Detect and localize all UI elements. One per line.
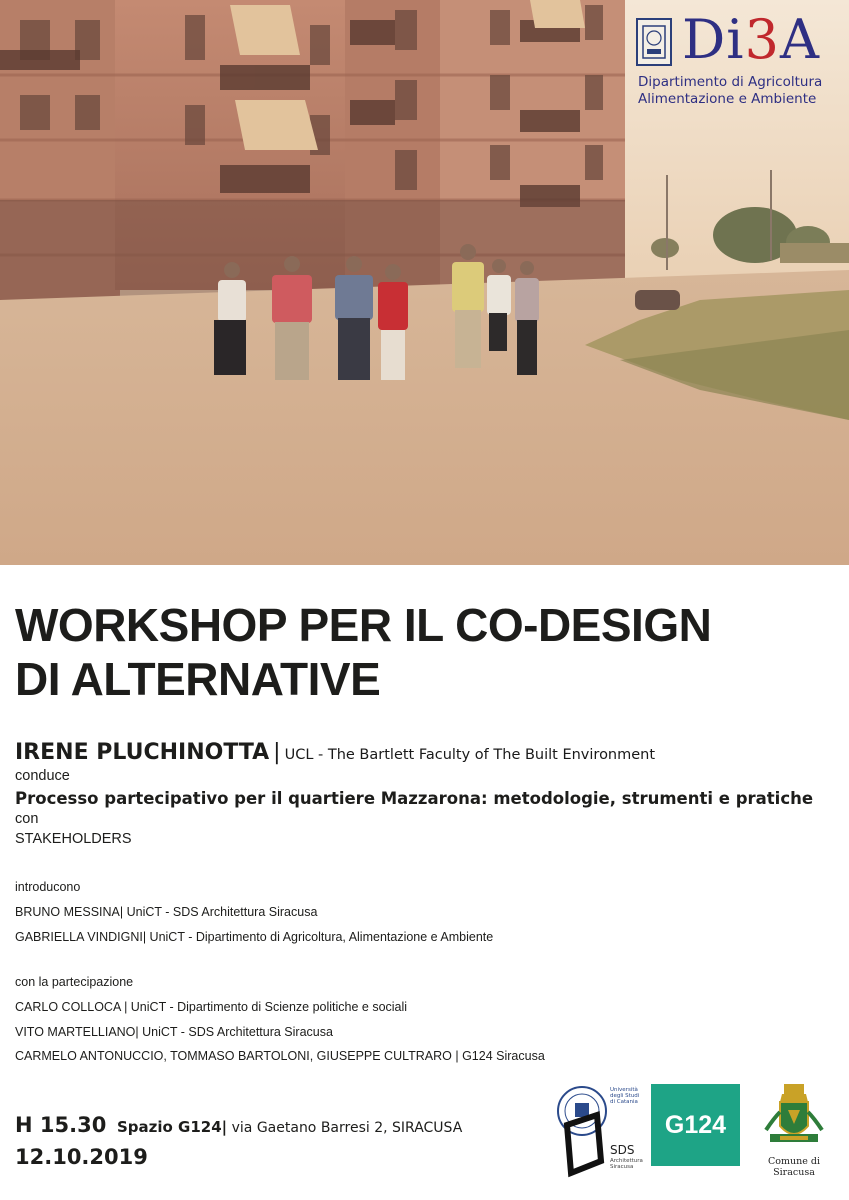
- introducono-label: introducono: [15, 880, 81, 894]
- venue-address: via Gaetano Barresi 2, SIRACUSA: [231, 1120, 463, 1136]
- speaker-name: IRENE PLUCHINOTTA: [15, 740, 270, 765]
- speaker-separator: |: [273, 740, 281, 765]
- sds-university-text: Università degli Studi di Catania: [610, 1087, 640, 1105]
- list-item: VITO MARTELLIANO| UniCT - SDS Architettura Siracusa: [15, 1025, 333, 1039]
- con-label: con: [15, 811, 39, 827]
- event-venue: [117, 1118, 462, 1136]
- event-date: 12.10.2019: [15, 1145, 148, 1169]
- speaker-affiliation: UCL - The Bartlett Faculty of The Built Environment: [284, 747, 656, 763]
- workshop-title: [15, 598, 835, 706]
- list-item: GABRIELLA VINDIGNI| UniCT - Dipartimento di Agricoltura, Alimentazione e Ambiente: [15, 930, 494, 944]
- process-title: Processo partecipativo per il quartiere Mazzarona: metodologie, strumenti e pratiche: [15, 789, 814, 808]
- title-line-1: WORKSHOP PER IL CO-DESIGN: [15, 599, 712, 651]
- diba-wordmark: Di3A: [682, 8, 820, 71]
- sds-logo: [555, 1085, 641, 1181]
- sds-subtitle: Architettura Siracusa: [610, 1158, 643, 1170]
- event-time: H 15.30: [15, 1113, 107, 1137]
- stakeholders-label: STAKEHOLDERS: [15, 831, 132, 847]
- sds-emblem-icon: [555, 1085, 611, 1181]
- speaker-line: [15, 740, 655, 765]
- comune-name: Comune di Siracusa: [768, 1156, 820, 1178]
- university-seal-icon: [636, 18, 672, 66]
- diba-logo: [634, 8, 839, 114]
- title-line-2: DI ALTERNATIVE: [15, 653, 381, 705]
- comune-logo: [752, 1082, 836, 1178]
- list-item: CARMELO ANTONUCCIO, TOMMASO BARTOLONI, GIUSEPPE CULTRARO | G124 Siracusa: [15, 1049, 545, 1063]
- partecipazione-label: con la partecipazione: [15, 975, 134, 989]
- g124-label: G124: [664, 1110, 727, 1139]
- list-item: CARLO COLLOCA | UniCT - Dipartimento di Scienze politiche e sociali: [15, 1000, 408, 1014]
- venue-name: Spazio G124|: [117, 1118, 228, 1136]
- sds-name: SDS: [610, 1143, 635, 1157]
- g124-logo: [651, 1084, 740, 1166]
- coat-of-arms-icon: [752, 1082, 836, 1154]
- diba-subtitle: Dipartimento di Agricoltura Alimentazione e Ambiente: [638, 74, 823, 107]
- list-item: BRUNO MESSINA| UniCT - SDS Architettura Siracusa: [15, 905, 318, 919]
- conduce-label: conduce: [15, 768, 70, 784]
